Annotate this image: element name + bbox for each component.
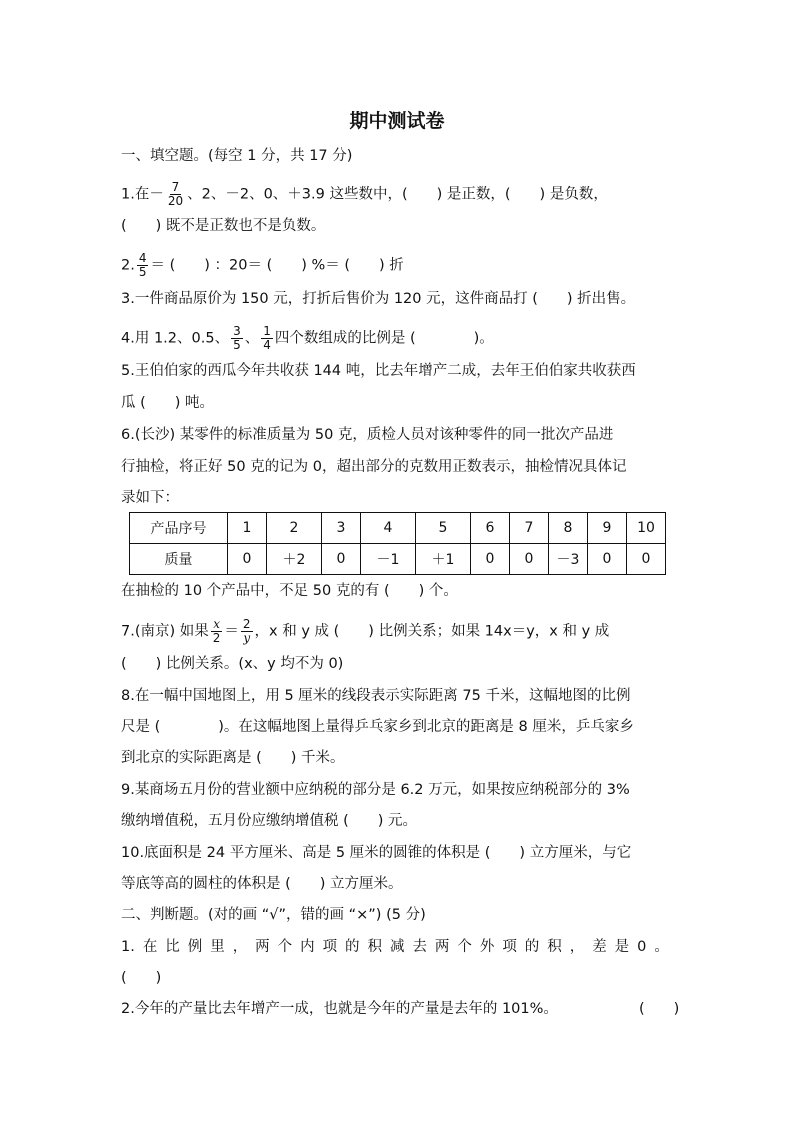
question-6: 6.(长沙) 某零件的标准质量为 50 克，质检人员对该种零件的同一批次产品进 [121,427,614,443]
table-cell: 6 [471,513,510,544]
question-1: 1.在－ $\frac{7}{20}$ 、2、－2、0、＋3.9 这些数中，( ) 是正数，( ) 是负数， [121,180,608,208]
table-cell: 3 [322,513,361,544]
table-row [130,513,666,544]
table-cell: －1 [361,544,416,575]
section-true-false-heading: 二、判断题。(对的画 “√”，错的画 “×”) (5 分) [121,907,426,923]
judgement-1: 1. 在 比 例 里 ， 两 个 内 项 的 积 减 去 两 个 外 项 的 积 ， 差 是 0 。 [121,939,669,955]
question-7: 7.(南京) 如果 $\frac{x}{2}$ ＝ $\frac{2}{y}$ ，x 和 y 成 ( ) 比例关系；如果 14x＝y，x 和 y 成 [121,617,610,645]
fraction: $\frac{1}{4}$ [263,324,271,352]
table-cell: 1 [228,513,267,544]
question-1-continued: ( ) 既不是正数也不是负数。 [121,218,326,234]
table-cell: 4 [361,513,416,544]
question-8-continued: 尺是 ( )。在这幅地图上量得乒乓家乡到北京的距离是 8 厘米，乒乓家乡 [121,719,634,735]
question-8: 8.在一幅中国地图上，用 5 厘米的线段表示实际距离 75 千米，这幅地图的比例 [121,688,631,704]
table-cell: －3 [549,544,588,575]
question-6-continued: 行抽检，将正好 50 克的记为 0，超出部分的克数用正数表示，抽检情况具体记 [121,459,627,475]
table-cell: 7 [510,513,549,544]
judgement-2: 2.今年的产量比去年增产一成，也就是今年的产量是去年的 101%。 [121,1001,558,1017]
question-2: 2. $\frac{4}{5}$ ＝ ( ) ：20＝ ( ) %＝ ( ) 折 [121,251,404,279]
question-7-continued: ( ) 比例关系。(x、y 均不为 0) [121,656,344,672]
question-6-followup: 在抽检的 10 个产品中，不足 50 克的有 ( ) 个。 [121,583,458,599]
question-6-continued: 录如下： [121,490,179,506]
judgement-2-answer-paren: ( ) [639,1001,680,1017]
table-cell: 0 [510,544,549,575]
row-header: 产品序号 [130,513,228,544]
table-cell: 5 [416,513,471,544]
question-5-continued: 瓜 ( ) 吨。 [121,395,215,411]
page-title: 期中测试卷 [349,110,445,132]
table-cell: 0 [228,544,267,575]
fraction: $\frac{x}{2}$ [212,617,221,645]
fraction: $\frac{7}{20}$ [167,180,184,208]
table-cell: 9 [588,513,627,544]
fraction: $\frac{4}{5}$ [138,251,147,279]
table-cell: 10 [627,513,666,544]
section-fill-in-heading: 一、填空题。(每空 1 分，共 17 分) [121,148,353,164]
fraction: $\frac{2}{y}$ [242,617,251,645]
table-cell: 0 [627,544,666,575]
question-5: 5.王伯伯家的西瓜今年共收获 144 吨，比去年增产二成，去年王伯伯家共收获西 [121,363,636,379]
row-header: 质量 [130,544,228,575]
question-10-continued: 等底等高的圆柱的体积是 ( ) 立方厘米。 [121,876,403,892]
table-cell: 0 [588,544,627,575]
question-9-continued: 缴纳增值税，五月份应缴纳增值税 ( ) 元。 [121,813,418,829]
judgement-1-answer-paren: ( ) [121,970,162,986]
table-cell: ＋2 [267,544,322,575]
fraction: $\frac{3}{5}$ [233,324,241,352]
table-cell: ＋1 [416,544,471,575]
table-cell: 0 [471,544,510,575]
question-3: 3.一件商品原价为 150 元，打折后售价为 120 元，这件商品打 ( ) 折出售。 [121,291,636,307]
question-4: 4.用 1.2、0.5、 $\frac{3}{5}$ 、 $\frac{1}{4}$ 四个数组成的比例是 ( )。 [121,324,494,352]
question-9: 9.某商场五月份的营业额中应纳税的部分是 6.2 万元，如果按应纳税部分的 3% [121,782,630,798]
table-cell: 0 [322,544,361,575]
inspection-table [129,512,666,575]
table-cell: 8 [549,513,588,544]
question-10: 10.底面积是 24 平方厘米、高是 5 厘米的圆锥的体积是 ( ) 立方厘米，与它 [121,845,632,861]
table-cell: 2 [267,513,322,544]
table-row [130,544,666,575]
question-8-continued: 到北京的实际距离是 ( ) 千米。 [121,750,345,766]
